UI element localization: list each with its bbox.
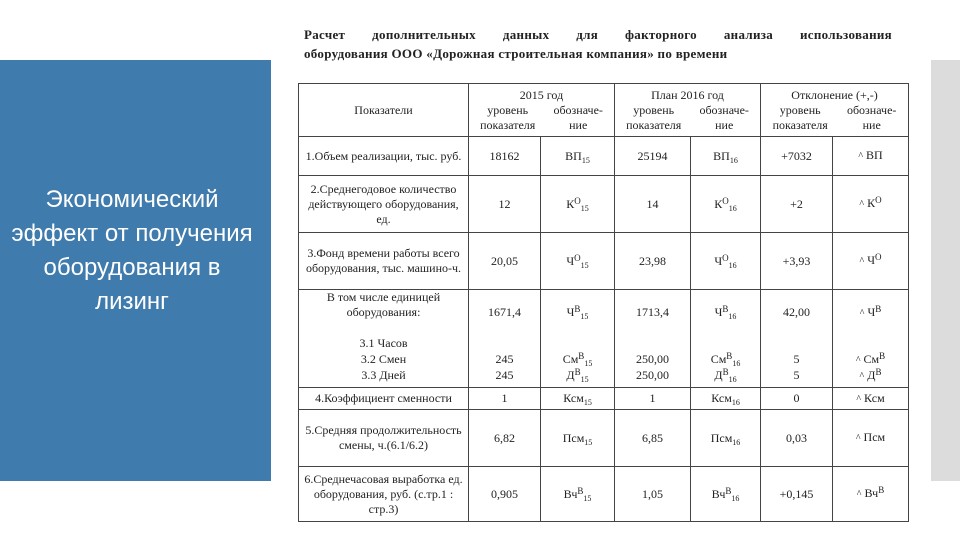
designation-2016: $ВП_{16}$ — [691, 137, 761, 176]
designation-2015: $Ч^О_{15}$ — [541, 233, 615, 290]
deviation-designation: ^ $Д^В$ — [833, 368, 909, 388]
document-title — [304, 25, 892, 63]
designation-2015: $Д^В_{15}$ — [541, 368, 615, 388]
header-deviation-group: Отклонение (+,-) — [791, 87, 878, 102]
header-plan-group: План 2016 год — [651, 87, 724, 102]
value-2015: 6,82 — [469, 410, 541, 467]
designation-2015: Псм$_{15}$ — [541, 410, 615, 467]
designation-2016: $Д^В_{16}$ — [691, 368, 761, 388]
table-row — [299, 336, 909, 352]
deviation-designation: ^ Ксм — [833, 388, 909, 410]
value-2015: 245 — [469, 352, 541, 368]
table-row — [299, 388, 909, 410]
header-level: уровень — [633, 102, 675, 117]
designation-2015: Ксм$_{15}$ — [541, 388, 615, 410]
value-2015: 18162 — [469, 137, 541, 176]
designation-2015: $См^В_{15}$ — [541, 352, 615, 368]
deviation-designation: ^ $См^В$ — [833, 352, 909, 368]
header-designation: обозначе- — [846, 102, 897, 117]
row-label: 6.Среднечасовая выработка ед. оборудования, руб. (с.тр.1 : стр.3) — [299, 467, 469, 522]
header-deviation — [761, 84, 909, 137]
deviation-value: 5 — [761, 352, 833, 368]
right-scroll-bar — [931, 60, 960, 481]
header-designation-sub: ние — [715, 117, 734, 132]
header-indicators: Показатели — [299, 84, 469, 137]
deviation-value: +0,145 — [761, 467, 833, 522]
designation-2016: $См^В_{16}$ — [691, 352, 761, 368]
table-row — [299, 176, 909, 233]
header-2015 — [469, 84, 615, 137]
deviation-value: 42,00 — [761, 290, 833, 336]
designation-2016: $Ч^О_{16}$ — [691, 233, 761, 290]
row-label: 4.Коэффициент сменности — [299, 388, 469, 410]
deviation-designation: ^ $К^О$ — [833, 176, 909, 233]
delta-icon: ^ — [855, 354, 861, 366]
deviation-designation: ^ Псм — [833, 410, 909, 467]
deviation-value: 0,03 — [761, 410, 833, 467]
designation-2016: $К^О_{16}$ — [691, 176, 761, 233]
designation-2016: $Ч^В_{16}$ — [691, 290, 761, 336]
header-2015-group: 2015 год — [519, 87, 564, 102]
deviation-designation: ^ $Вч^В$ — [833, 467, 909, 522]
header-level-sub: показателя — [772, 117, 828, 132]
header-level: уровень — [779, 102, 821, 117]
header-level-sub: показателя — [626, 117, 682, 132]
header-designation-sub: ние — [862, 117, 881, 132]
value-2015: 12 — [469, 176, 541, 233]
delta-icon: ^ — [859, 256, 865, 267]
delta-icon: ^ — [856, 489, 862, 500]
value-2016: 1 — [615, 388, 691, 410]
designation-2015: $Вч^В_{15}$ — [541, 467, 615, 522]
row-label: 3.Фонд времени работы всего оборудования, тыс. машино-ч. — [299, 233, 469, 290]
deviation-value: +2 — [761, 176, 833, 233]
value-2016: 250,00 — [615, 368, 691, 388]
value-2015: 1 — [469, 388, 541, 410]
row-label: 5.Средняя продолжительность смены, ч.(6.1/6.2) — [299, 410, 469, 467]
delta-icon: ^ — [859, 199, 865, 210]
deviation-value: 5 — [761, 368, 833, 388]
delta-icon: ^ — [856, 393, 862, 405]
header-level-sub: показателя — [480, 117, 536, 132]
value-2015: 20,05 — [469, 233, 541, 290]
table-row — [299, 352, 909, 368]
value-2016: 6,85 — [615, 410, 691, 467]
row-label: 3.3 Дней — [299, 368, 469, 388]
deviation-value: 0 — [761, 388, 833, 410]
slide-title: Экономический эффект от получения оборудования в лизинг — [11, 186, 253, 315]
value-2016: 25194 — [615, 137, 691, 176]
table-row — [299, 233, 909, 290]
header-plan-2016 — [615, 84, 761, 137]
delta-icon: ^ — [859, 370, 865, 382]
header-designation: обозначе- — [553, 102, 603, 117]
deviation-designation: ^ ВП — [833, 137, 909, 176]
row-label: В том числе единицей оборудования: — [299, 290, 469, 336]
table-row — [299, 368, 909, 388]
document-title-line-1: Расчет дополнительных данных для факторного анализа использования — [304, 27, 892, 42]
designation-2015: $ВП_{15}$ — [541, 137, 615, 176]
header-level: уровень — [487, 102, 529, 117]
header-row — [299, 84, 909, 137]
factor-analysis-table — [298, 83, 909, 522]
table-row — [299, 467, 909, 522]
table-row — [299, 137, 909, 176]
value-2015: 245 — [469, 368, 541, 388]
row-label: 3.1 Часов — [299, 336, 469, 352]
delta-icon: ^ — [859, 307, 865, 319]
header-designation: обозначе- — [699, 102, 749, 117]
designation-2016: Ксм$_{16}$ — [691, 388, 761, 410]
value-2016: 1,05 — [615, 467, 691, 522]
value-2016: 250,00 — [615, 352, 691, 368]
header-designation-sub: ние — [569, 117, 588, 132]
row-label: 2.Среднегодовое количество действующего оборудования, ед. — [299, 176, 469, 233]
deviation-value: +3,93 — [761, 233, 833, 290]
deviation-designation: ^ $Ч^О$ — [833, 233, 909, 290]
value-2015: 0,905 — [469, 467, 541, 522]
designation-2016: Псм$_{16}$ — [691, 410, 761, 467]
value-2015: 1671,4 — [469, 290, 541, 336]
row-label: 3.2 Смен — [299, 352, 469, 368]
delta-icon: ^ — [858, 151, 864, 162]
designation-2016: $Вч^В_{16}$ — [691, 467, 761, 522]
row-label: 1.Объем реализации, тыс. руб. — [299, 137, 469, 176]
document-title-line-2: оборудования ООО «Дорожная строительная компания» по времени — [304, 46, 728, 61]
designation-2015: $Ч^В_{15}$ — [541, 290, 615, 336]
deviation-designation: ^ $Ч^В$ — [833, 290, 909, 336]
table-row — [299, 290, 909, 336]
value-2016: 14 — [615, 176, 691, 233]
deviation-value: +7032 — [761, 137, 833, 176]
table-row — [299, 410, 909, 467]
value-2016: 1713,4 — [615, 290, 691, 336]
delta-icon: ^ — [855, 433, 861, 444]
designation-2015: $К^О_{15}$ — [541, 176, 615, 233]
value-2016: 23,98 — [615, 233, 691, 290]
